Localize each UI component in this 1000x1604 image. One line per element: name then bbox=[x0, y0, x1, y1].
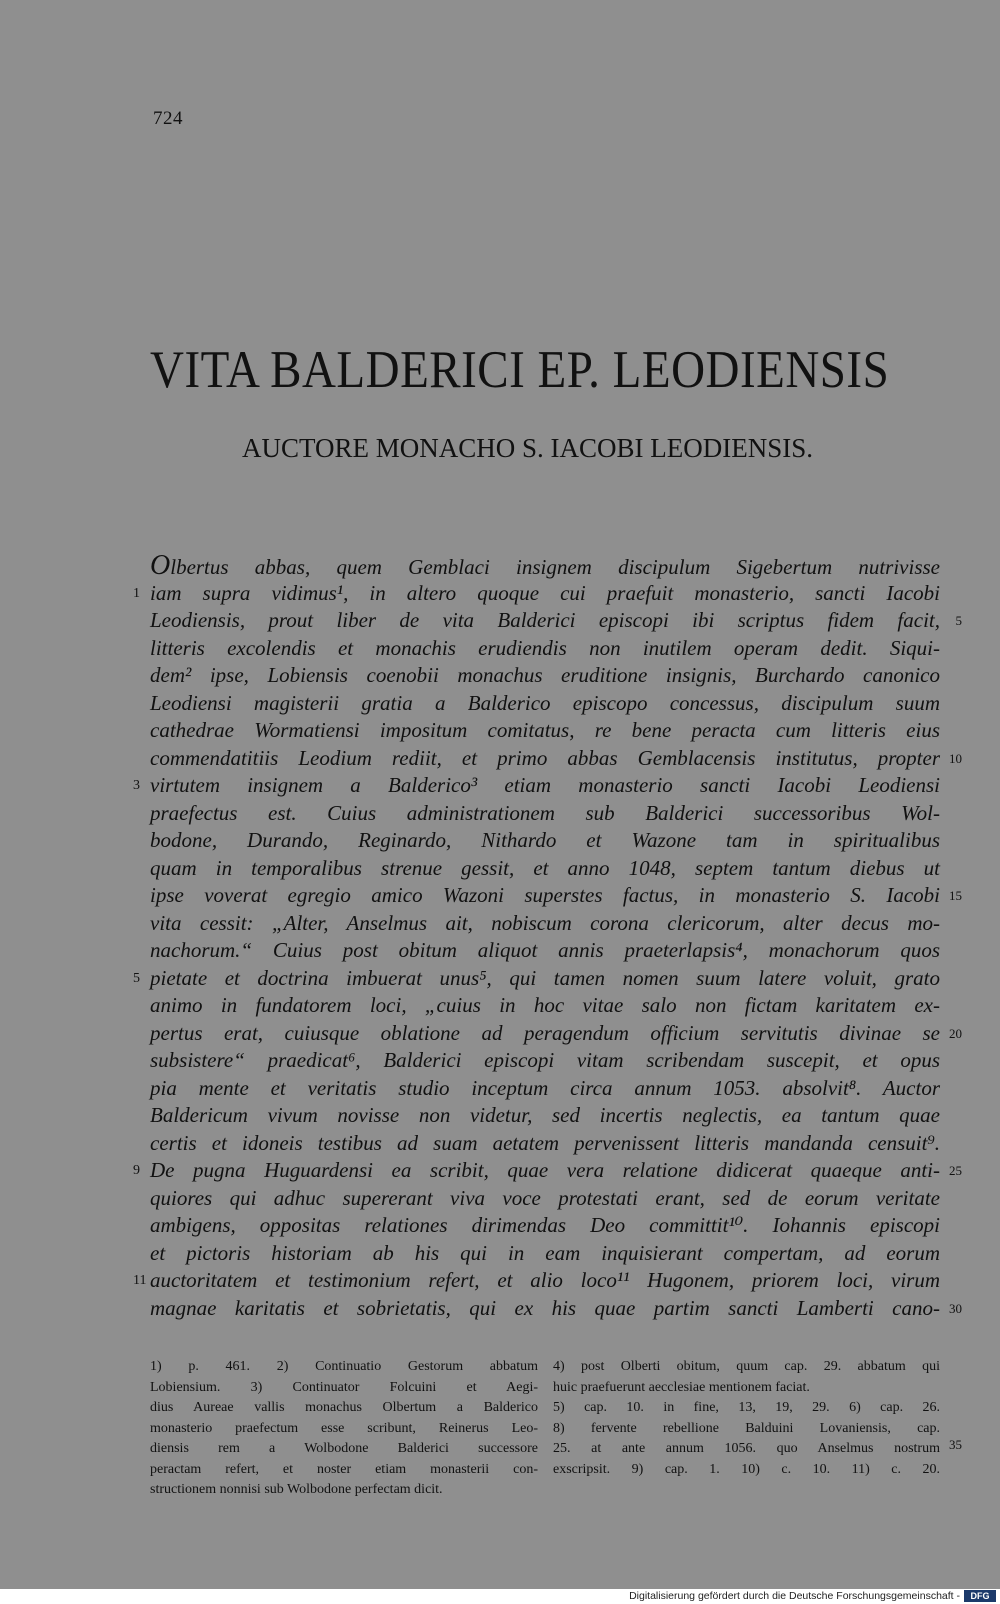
page-number: 724 bbox=[153, 108, 183, 129]
body-line-text: et pictoris historiam ab his qui in eam inquisierant compertam, ad eorum bbox=[150, 1240, 940, 1265]
body-line-text: subsistere“ praedicat⁶, Balderici episcopi vitam scribendam suscepit, et opus bbox=[150, 1048, 940, 1072]
footnote-line-text: 25. at ante annum 1056. quo Anselmus nostrum bbox=[553, 1441, 940, 1456]
body-line-text: vita cessit: „Alter, Anselmus ait, nobiscum corona clericorum, alter decus mo- bbox=[150, 910, 940, 935]
body-line bbox=[150, 800, 940, 828]
body-line-text: pia mente et veritatis studio inceptum circa annum 1053. absolvit⁸. Auctor bbox=[150, 1075, 940, 1100]
body-line-text: cathedrae Wormatiensi impositum comitatus, re bene peracta cum litteris eius bbox=[150, 718, 940, 742]
body-line bbox=[150, 745, 962, 773]
body-line-text: pertus erat, cuiusque oblatione ad peragendum officium servitutis divinae se bbox=[150, 1020, 940, 1045]
margin-number-right: 35 bbox=[949, 1437, 962, 1452]
footnote-line: 1) p. 461. 2) Continuatio Gestorum abbatum bbox=[150, 1359, 538, 1374]
footnote-line: 5) cap. 10. in fine, 13, 19, 29. 6) cap. 26. bbox=[553, 1400, 940, 1415]
margin-number-left: 3 bbox=[133, 778, 140, 793]
body-line bbox=[150, 607, 962, 635]
document-title: VITA BALDERICI EP. LEODIENSIS bbox=[150, 341, 890, 400]
footnote-line bbox=[553, 1437, 962, 1460]
body-line-text: ambigens, oppositas relationes dirimendas Deo committit¹⁰. Iohannis episcopi bbox=[150, 1213, 940, 1237]
body-line-text: iam supra vidimus¹, in altero quoque cui praefuit monasterio, sancti Iacobi bbox=[150, 580, 940, 605]
margin-number-left: 1 bbox=[133, 585, 140, 601]
footnotes-right-column bbox=[553, 1357, 962, 1480]
footnote-line: exscripsit. 9) cap. 1. 10) c. 10. 11) c. 20. bbox=[553, 1461, 940, 1477]
footnote-line: 8) fervente rebellione Balduini Lovaniensis, cap. bbox=[553, 1420, 940, 1436]
dfg-logo: DFG bbox=[964, 1590, 996, 1602]
document-subtitle: AUCTORE MONACHO S. IACOBI LEODIENSIS. bbox=[242, 433, 814, 463]
body-line bbox=[150, 1212, 940, 1240]
body-line bbox=[150, 1295, 962, 1323]
body-line bbox=[150, 855, 940, 883]
body-line bbox=[150, 1102, 940, 1130]
body-line-text: certis et idoneis testibus ad suam aetatem pervenissent litteris mandanda censuit⁹. bbox=[150, 1130, 940, 1155]
body-line bbox=[150, 1185, 940, 1213]
body-line-text: dem² ipse, Lobiensis coenobii monachus eruditione insignis, Burchardo canonico bbox=[150, 663, 940, 687]
body-line bbox=[150, 1075, 940, 1103]
body-line-text: Leodiensi magisterii gratia a Balderico episcopo concessus, discipulum suum bbox=[150, 690, 940, 715]
body-line-text: bodone, Durando, Reginardo, Nithardo et Wazone tam in spiritualibus bbox=[150, 828, 940, 852]
body-line bbox=[150, 1020, 962, 1048]
body-line-text: nachorum.“ Cuius post obitum aliquot annis praeterlapsis⁴, monachorum quos bbox=[150, 938, 940, 962]
margin-number-right: 25 bbox=[949, 1163, 962, 1178]
body-line-text: Baldericum vivum novisse non videtur, sed incertis neglectis, ea tantum quae bbox=[150, 1103, 940, 1127]
body-line bbox=[150, 717, 940, 745]
footnote-line: monasterio praefectum esse scribunt, Reinerus Leo- bbox=[150, 1420, 538, 1436]
body-line-text: virtutem insignem a Balderico³ etiam monasterio sancti Iacobi Leodiensi bbox=[150, 773, 940, 797]
body-line bbox=[150, 1130, 940, 1158]
body-line bbox=[150, 827, 940, 855]
body-line-text: auctoritatem et testimonium refert, et alio loco¹¹ Hugonem, priorem loci, virum bbox=[150, 1268, 940, 1292]
footnote-line: diensis rem a Wolbodone Balderici successore bbox=[150, 1441, 538, 1456]
body-line-text: lbertus abbas, quem Gemblaci insignem discipulum Sigebertum nutrivisse bbox=[170, 555, 940, 579]
footnote-line: structionem nonnisi sub Wolbodone perfectam dicit. bbox=[150, 1482, 443, 1497]
footnotes-left-column bbox=[150, 1357, 538, 1501]
body-line bbox=[133, 580, 940, 608]
body-line bbox=[133, 965, 940, 993]
body-line-text: quiores qui adhuc supererant viva voce protestati erant, sed de eorum veritate bbox=[150, 1185, 940, 1210]
body-line bbox=[150, 992, 940, 1020]
body-line-text: pietate et doctrina imbuerat unus⁵, qui tamen nomen suum latere voluit, grato bbox=[150, 965, 940, 990]
body-line bbox=[150, 882, 962, 910]
margin-number-left: 9 bbox=[133, 1163, 140, 1178]
margin-number-right: 30 bbox=[949, 1300, 962, 1316]
margin-number-right: 10 bbox=[949, 750, 962, 766]
margin-number-right: 5 bbox=[955, 613, 962, 628]
body-line-text: commendatitiis Leodium rediit, et primo abbas Gemblacensis institutus, propter bbox=[150, 745, 940, 770]
body-line bbox=[150, 690, 940, 718]
body-line bbox=[133, 1267, 940, 1295]
body-line bbox=[150, 1047, 940, 1075]
body-line-text: animo in fundatorem loci, „cuius in hoc vitae salo non fictam karitatem ex- bbox=[150, 993, 940, 1017]
body-line bbox=[150, 662, 940, 690]
footnote-line: Lobiensium. 3) Continuator Folcuini et Aegi- bbox=[150, 1379, 538, 1395]
dropcap: O bbox=[150, 550, 171, 581]
footnote-line: 4) post Olberti obitum, quum cap. 29. abbatum qui bbox=[553, 1359, 940, 1374]
digitization-credit: Digitalisierung gefördert durch die Deutsche Forschungsgemeinschaft - bbox=[629, 1590, 960, 1602]
body-line bbox=[150, 937, 940, 965]
body-line-text: litteris excolendis et monachis erudiendis non inutilem operam dedit. Siqui- bbox=[150, 635, 940, 660]
body-line-text: quam in temporalibus strenue gessit, et anno 1048, septem tantum diebus ut bbox=[150, 855, 940, 880]
body-line-text: magnae karitatis et sobrietatis, qui ex his quae partim sancti Lamberti cano- bbox=[150, 1295, 940, 1320]
body-line-text: praefectus est. Cuius administrationem sub Balderici successoribus Wol- bbox=[150, 800, 940, 825]
body-text bbox=[133, 550, 962, 1322]
body-line bbox=[150, 910, 940, 938]
body-line-text: Leodiensis, prout liber de vita Balderici episcopi ibi scriptus fidem facit, bbox=[150, 608, 940, 632]
footnote-line: peractam refert, et noster etiam monasterii con- bbox=[150, 1461, 538, 1477]
margin-number-left: 11 bbox=[133, 1273, 147, 1288]
margin-number-right: 20 bbox=[949, 1025, 962, 1041]
body-line bbox=[133, 772, 940, 800]
body-line bbox=[150, 1240, 940, 1268]
body-line bbox=[150, 552, 940, 580]
footnote-line: huic praefuerunt aecclesiae mentionem faciat. bbox=[553, 1379, 810, 1395]
body-line-text: ipse voverat egregio amico Wazoni superstes factus, in monasterio S. Iacobi bbox=[150, 883, 940, 907]
footnote-line: dius Aureae vallis monachus Olbertum a Balderico bbox=[150, 1400, 538, 1415]
body-line bbox=[150, 635, 940, 663]
body-line-text: De pugna Huguardensi ea scribit, quae vera relatione didicerat quaeque anti- bbox=[150, 1158, 940, 1182]
margin-number-right: 15 bbox=[949, 888, 962, 903]
body-line bbox=[133, 1157, 962, 1185]
margin-number-left: 5 bbox=[133, 970, 140, 986]
